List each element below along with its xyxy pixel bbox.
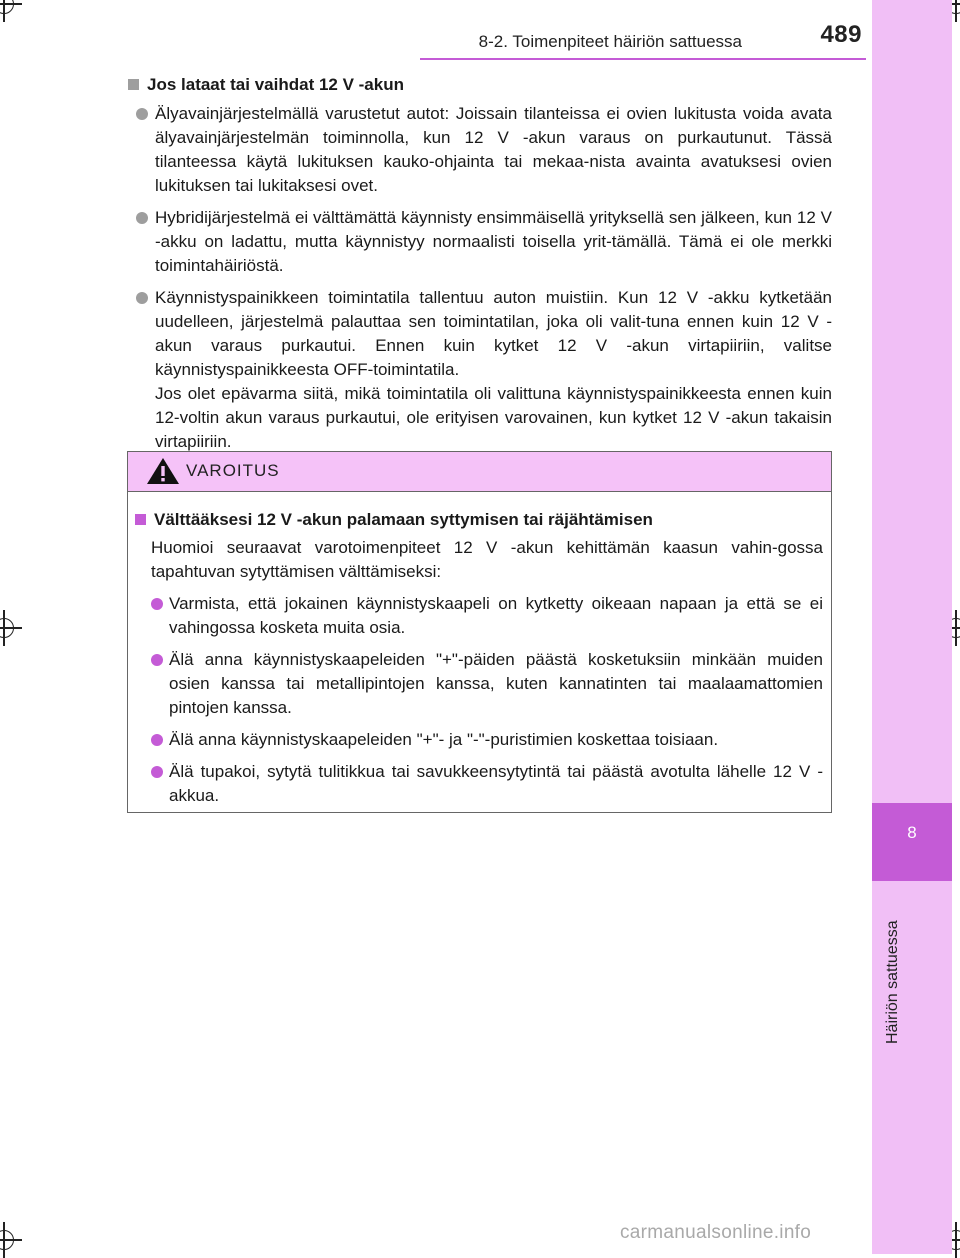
- square-bullet-icon: [128, 79, 139, 90]
- list-item: [151, 592, 823, 640]
- round-bullet-icon: [151, 766, 163, 778]
- chapter-number: 8: [907, 823, 917, 842]
- list-item: [136, 206, 832, 278]
- header-rule: [420, 58, 866, 60]
- crop-mark-top-left: [0, 0, 22, 22]
- paragraph: Käynnistyspainikkeen toimintatila tallentuu auton muistiin. Kun 12 V -akku kytketään uudelleen, järjestelmä palauttaa sen toimintatilan, joka oli valit-tuna ennen kuin 12 V -akun varaus purkautui. Ennen kuin kytket 12 V -akun virtapiiriin, valitse käynnistyspainikkeesta OFF-toimintatila.: [155, 288, 832, 379]
- paragraph: Hybridijärjestelmä ei välttämättä käynnisty ensimmäisellä yrityksellä sen jälkeen, kun 12 V -akku on ladattu, mutta käynnistyy normaalisti toisella yrit-tämällä. Tämä ei ole merkki toimintahäiriöstä.: [155, 208, 832, 275]
- crop-mark-mid-left: [0, 610, 22, 646]
- paragraph: Jos olet epävarma siitä, mikä toimintatila oli valittuna käynnistyspainikkeesta ennen kuin 12-voltin akun varaus purkautui, ole erityisen varovainen, kun kytket 12 V -akun takaisin virtapiiriin.: [155, 384, 832, 451]
- list-item: [136, 102, 832, 198]
- warning-heading-text: Välttääksesi 12 V -akun palamaan syttymisen tai räjähtämisen: [154, 510, 653, 529]
- list-item: [151, 760, 823, 808]
- list-item: [151, 728, 823, 752]
- list-item-text: Älä anna käynnistyskaapeleiden "+"- ja "-"-puristimien koskettaa toisiaan.: [169, 730, 719, 749]
- paragraph: Älyavainjärjestelmällä varustetut autot: Joissain tilanteissa ei ovien lukitusta voida avata älyavainjärjestelmän toiminnolla, kun 12 V -akun varaus on purkautunut. Tässä tilanteessa käytä lukituksen kauko-ohjainta tai mekaa-nista avainta avatuksesi ovien lukituksen tai lukitaksesi ovet.: [155, 104, 832, 195]
- round-bullet-icon: [136, 212, 148, 224]
- section-title: 8-2. Toimenpiteet häiriön sattuessa: [478, 32, 742, 51]
- list-item-text: Älä anna käynnistyskaapeleiden "+"-päiden päästä kosketuksiin minkään muiden osien kanssa tai metallipintojen kanssa, kuten kannatinten tai maalaamattomien pintojen kanssa.: [169, 650, 823, 717]
- warning-header: [128, 452, 831, 492]
- section-heading: [128, 73, 832, 97]
- round-bullet-icon: [136, 108, 148, 120]
- warning-label: VAROITUS: [186, 461, 280, 480]
- main-content: [128, 73, 832, 462]
- list-item: [151, 648, 823, 720]
- chapter-title: Häiriön sattuessa: [884, 920, 901, 1044]
- round-bullet-icon: [151, 734, 163, 746]
- square-bullet-icon: [135, 514, 146, 525]
- round-bullet-icon: [151, 654, 163, 666]
- section-heading-text: Jos lataat tai vaihdat 12 V -akun: [147, 75, 404, 94]
- list-item-text: Älä tupakoi, sytytä tulitikkua tai savukkeensytytintä tai päästä avotulta lähelle 12 V -akkua.: [169, 762, 823, 805]
- round-bullet-icon: [136, 292, 148, 304]
- list-item-text: Varmista, että jokainen käynnistyskaapeli on kytketty oikeaan napaan ja että se ei vahingossa kosketa muita osia.: [169, 594, 823, 637]
- warning-intro: Huomioi seuraavat varotoimenpiteet 12 V -akun kehittämän kaasun vahin-gossa tapahtuvan sytyttämisen välttämiseksi:: [151, 538, 823, 581]
- warning-triangle-icon: [146, 457, 180, 485]
- warning-heading: [135, 508, 823, 532]
- crop-mark-bottom-left: [0, 1222, 22, 1258]
- watermark: carmanualsonline.info: [620, 1222, 812, 1243]
- page-number: 489: [820, 21, 862, 48]
- round-bullet-icon: [151, 598, 163, 610]
- list-item: [136, 286, 832, 454]
- chapter-side-tab: [872, 0, 952, 1254]
- warning-box: [127, 451, 832, 813]
